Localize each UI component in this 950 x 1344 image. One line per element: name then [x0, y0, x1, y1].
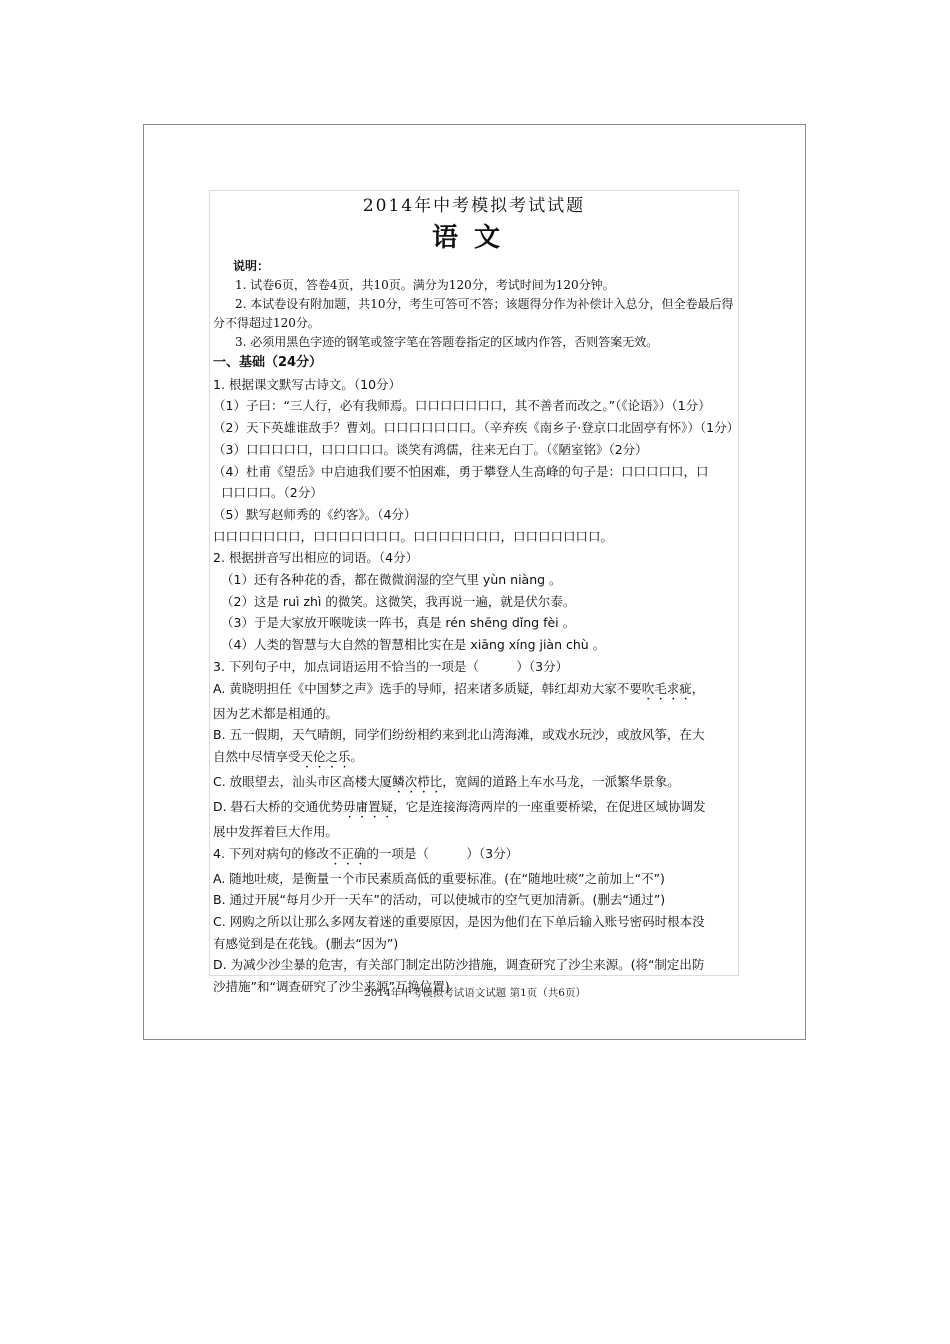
- option-text: A. 黄晓明担任《中国梦之声》选手的导师，招来诸多质疑，韩红却劝大家不要: [213, 680, 642, 696]
- option-text: ，宽阔的道路上车水马龙，一派繁华景象。: [442, 773, 680, 789]
- emphasized-word: 不正确: [328, 845, 367, 861]
- question-2-line: （3）于是大家放开喉咙读一阵书，真是 rén shēng dǐng fèi 。: [221, 615, 576, 631]
- exam-title: 2014年中考模拟考试试题: [362, 196, 586, 216]
- section-basics: [213, 352, 740, 998]
- question-2-line: （4）人类的智慧与大自然的智慧相比实在是 xiāng xíng jiàn chù 。: [221, 637, 606, 653]
- option-text: ，: [691, 680, 705, 696]
- question-1-line: （3）口口口口口，口口口口口。谈笑有鸿儒，往来无白丁。（《陋室铭》（2分）: [213, 441, 648, 457]
- question-1-line: （4）杜甫《望岳》中启迪我们要不怕困难，勇于攀登人生高峰的句子是：口口口口口，口: [213, 463, 709, 479]
- question-3-option-b: B. 五一假期，天气晴朗，同学们纷纷相约来到北山湾海滩，或戏水玩沙，或放风筝，在大: [213, 727, 705, 743]
- question-4-option-d-cont: 沙措施”和“调查研究了沙尘来源”互换位置): [213, 979, 450, 995]
- question-1-line: （2）天下英雄谁敌手？曹刘。口口口口口口口。（辛弃疾《南乡子·登京口北固亭有怀》）（1分）: [213, 420, 740, 436]
- emphasized-word: 吹毛求疵: [641, 680, 692, 696]
- option-text: ，它是连接海湾两岸的一座重要桥梁，在促进区域协调发: [393, 798, 706, 814]
- instructions-heading: 说明：: [233, 259, 270, 273]
- question-3-option-a-cont: 因为艺术都是相通的。: [213, 705, 339, 721]
- question-4-stem: [213, 843, 735, 868]
- question-2-line: （2）这是 ruì zhì 的微笑。这微笑，我再说一遍，就是伏尔泰。: [221, 593, 576, 609]
- question-2-stem: 2. 根据拼音写出相应的词语。（4分）: [213, 550, 419, 566]
- question-4-option-c-cont: 有感觉到是在花钱。(删去“因为”): [213, 935, 399, 951]
- question-1-stem: 1. 根据课文默写古诗文。（10分）: [213, 376, 402, 392]
- question-4-option-c: C. 网购之所以让那么多网友着迷的重要原因，是因为他们在下单后输入账号密码时根本没: [213, 914, 705, 930]
- option-text: C. 放眼望去，汕头市区高楼大厦: [213, 773, 393, 789]
- stem-text: 的一项是（ ）（3分）: [366, 845, 519, 861]
- question-3-stem: 3. 下列句子中，加点词语运用不恰当的一项是（ ）（3分）: [213, 658, 569, 674]
- emphasized-word: 天伦之乐: [300, 748, 351, 764]
- question-3-option-d: [213, 796, 735, 821]
- question-4-option-b: B. 通过开展“每月少开一天车”的活动，可以使城市的空气更加清新。(删去“通过”): [213, 892, 666, 908]
- question-1-line: 口口口口。（2分）: [221, 485, 323, 501]
- question-3-option-a: [213, 678, 735, 703]
- instruction-item: 2. 本试卷设有附加题，共10分，考生可答可不答；该题得分作为补偿计入总分，但全卷最后得分不得超过120分。: [213, 297, 734, 330]
- question-3-option-b-cont: [213, 746, 735, 771]
- option-text: D. 礐石大桥的交通优势: [213, 798, 344, 814]
- subject-title: 语文: [431, 223, 516, 253]
- question-3-option-c: [213, 771, 735, 796]
- question-1-line: （1）子曰：“三人行，必有我师焉。口口口口口口口，其不善者而改之。”（《论语》）（1分）: [213, 398, 711, 414]
- page-footer: 2014年中考模拟考试语文试题 第1页（共6页）: [364, 987, 586, 999]
- option-text: 。: [350, 748, 364, 764]
- question-4-option-d: D. 为减少沙尘暴的危害，有关部门制定出防沙措施，调查研究了沙尘来源。(将“制定出防: [213, 957, 705, 973]
- question-1-answer-blanks: 口口口口口口口，口口口口口口口。口口口口口口口，口口口口口口口。: [213, 528, 614, 544]
- instructions: [213, 257, 735, 352]
- question-2-line: （1）还有各种花的香，都在微微润湿的空气里 yùn niàng 。: [221, 572, 562, 588]
- instruction-item: 3. 必须用黑色字迹的钢笔或签字笔在答题卷指定的区域内作答，否则答案无效。: [235, 335, 659, 349]
- stem-text: 4. 下列对病句的修改: [213, 845, 329, 861]
- question-4-option-a: A. 随地吐痰，是衡量一个市民素质高低的重要标准。(在“随地吐痰”之前加上“不”): [213, 870, 665, 886]
- question-1-line: （5）默写赵师秀的《约客》。（4分）: [213, 506, 417, 522]
- instruction-item: 1. 试卷6页，答卷4页，共10页。满分为120分，考试时间为120分钟。: [235, 278, 615, 292]
- option-text: 自然中尽情享受: [213, 748, 301, 764]
- emphasized-word: 鳞次栉比: [392, 773, 443, 789]
- section-heading: 一、基础（24分）: [213, 355, 323, 370]
- emphasized-word: 毋庸置疑: [343, 798, 394, 814]
- question-3-option-d-cont: 展中发挥着巨大作用。: [213, 823, 339, 839]
